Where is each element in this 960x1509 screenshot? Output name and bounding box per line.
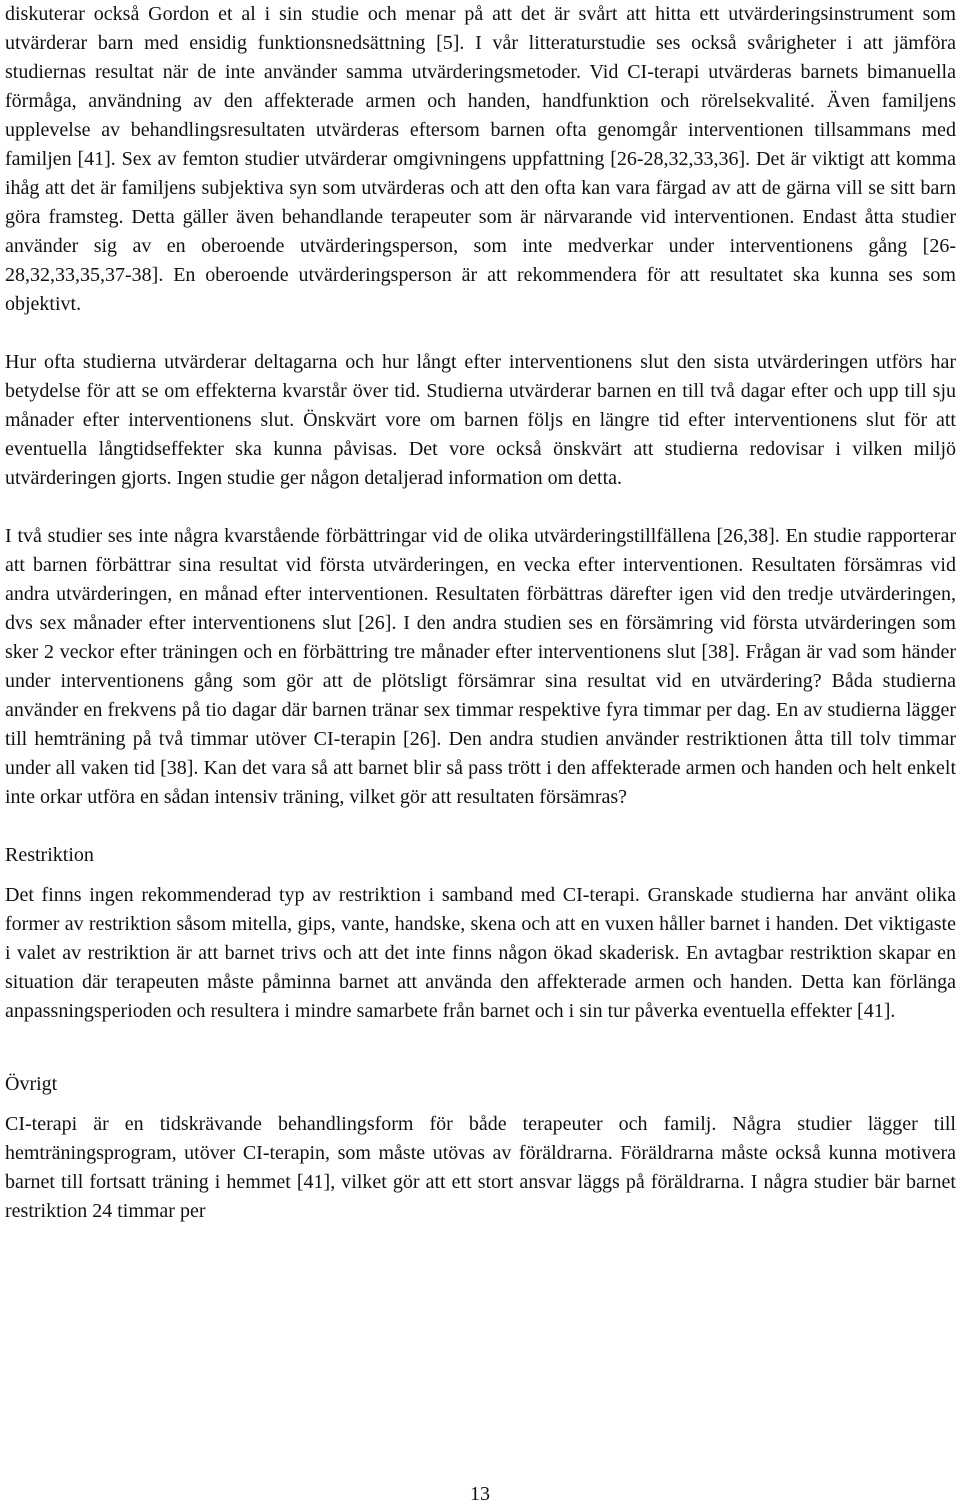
paragraph-spacer — [5, 1026, 956, 1070]
paragraph-spacer — [5, 319, 956, 348]
paragraph-evaluation-timing: Hur ofta studierna utvärderar deltagarna och hur långt efter interventionens slut den sista utvärderingen utförs har betydelse för att se om effekterna kvarstår över tid. Studierna utvärderar barnen en till två dagar efter och upp till sju månader efter interventionens slut. Önskvärt vore om barnen följs en längre tid efter interventionens slut för att eventuella långtidseffekter ska kunna påvisas. Det vore också önskvärt att studierna redovisar i vilken miljö utvärderingen gjorts. Ingen studie ger någon detaljerad information om detta. — [5, 351, 956, 489]
paragraph-spacer — [5, 493, 956, 522]
heading-spacer — [5, 1099, 956, 1110]
section-heading-restriktion: Restriktion — [5, 844, 94, 866]
page-number: 13 — [470, 1483, 490, 1505]
paragraph-lasting-improvements: I två studier ses inte några kvarstående förbättringar vid de olika utvärderingstillfällena [26,38]. En studie rapporterar att barnen förbättrar sina resultat vid första utvärderingen, en vecka efter interventionen. Resultaten försämras vid andra utvärderingen, en månad efter interventionen. Resultaten förbättras därefter igen vid den tredje utvärderingen, dvs sex månader efter interventionens slut [26]. I den andra studien ses en försämring vid första utvärderingen som sker 2 veckor efter träningen och en förbättring tre månader efter interventionens slut [38]. Frågan är vad som händer under interventionens gång som gör att de plötsligt försämrar sina resultat vid en utvärdering? Båda studierna använder en frekvens på tio dagar där barnen tränar sex timmar respektive fyra timmar per dag. En av studierna lägger till hemträning på två timmar utöver CI-terapin [26]. Den andra studien använder restriktionen åtta till tolv timmar under all vaken tid [38]. Kan det vara så att barnet blir så pass trött i den affekterade armen och handen och helt enkelt inte orkar utföra en sådan intensiv träning, vilket gör att resultaten försämras? — [5, 525, 956, 808]
paragraph-time-demanding: CI-terapi är en tidskrävande behandlingsform för både terapeuter och familj. Några studier lägger till hemträningsprogram, utöver CI-terapin, som måste utövas av föräldrarna. Föräldrarna måste också kunna motivera barnet till fortsatt träning i hemmet [41], vilket gör att ett stort ansvar läggs på föräldrarna. I några studier bär barnet restriktion 24 timmar per — [5, 1113, 956, 1222]
paragraph-spacer — [5, 812, 956, 841]
heading-spacer — [5, 870, 956, 881]
paragraph-restriction-types: Det finns ingen rekommenderad typ av restriktion i samband med CI-terapi. Granskade studierna har använt olika former av restriktion såsom mitella, gips, vante, handske, skena och att en vuxen håller barnet i handen. Det viktigaste i valet av restriktion är att barnet trivs och att det inte finns någon ökad skaderisk. En avtagbar restriktion skapar en situation där terapeuten måste påminna barnet att använda den affekterade armen och handen. Detta kan förlänga anpassningsperioden och resultera i mindre samarbete från barnet och i sin tur påverka eventuella effekter [41]. — [5, 884, 956, 1022]
paragraph-evaluation-methods: diskuterar också Gordon et al i sin studie och menar på att det är svårt att hitta ett utvärderingsinstrument som utvärderar barn med ensidig funktionsnedsättning [5]. I vår litteraturstudie ses också svårigheter i att jämföra studiernas resultat när de inte använder samma utvärderingsmetoder. Vid CI-terapi utvärderas barnets bimanuella förmåga, användning av den affekterade armen och handen, handfunktion och rörelsekvalité. Även familjens upplevelse av behandlingsresultaten utvärderas eftersom barnen ofta genomgår interventionen tillsammans med familjen [41]. Sex av femton studier utvärderar omgivningens uppfattning [26-28,32,33,36]. Det är viktigt att komma ihåg att det är familjens subjektiva syn som utvärderas och att den ofta kan vara färgad av att de gärna vill se sitt barn göra framsteg. Detta gäller även behandlande terapeuter som är närvarande vid interventionen. Endast åtta studier använder sig av en oberoende utvärderingsperson, som inte medverkar under interventionens gång [26-28,32,33,35,37-38]. En oberoende utvärderingsperson är att rekommendera för att resultatet ska kunna ses som objektivt. — [5, 3, 956, 315]
section-heading-ovrigt: Övrigt — [5, 1073, 58, 1095]
